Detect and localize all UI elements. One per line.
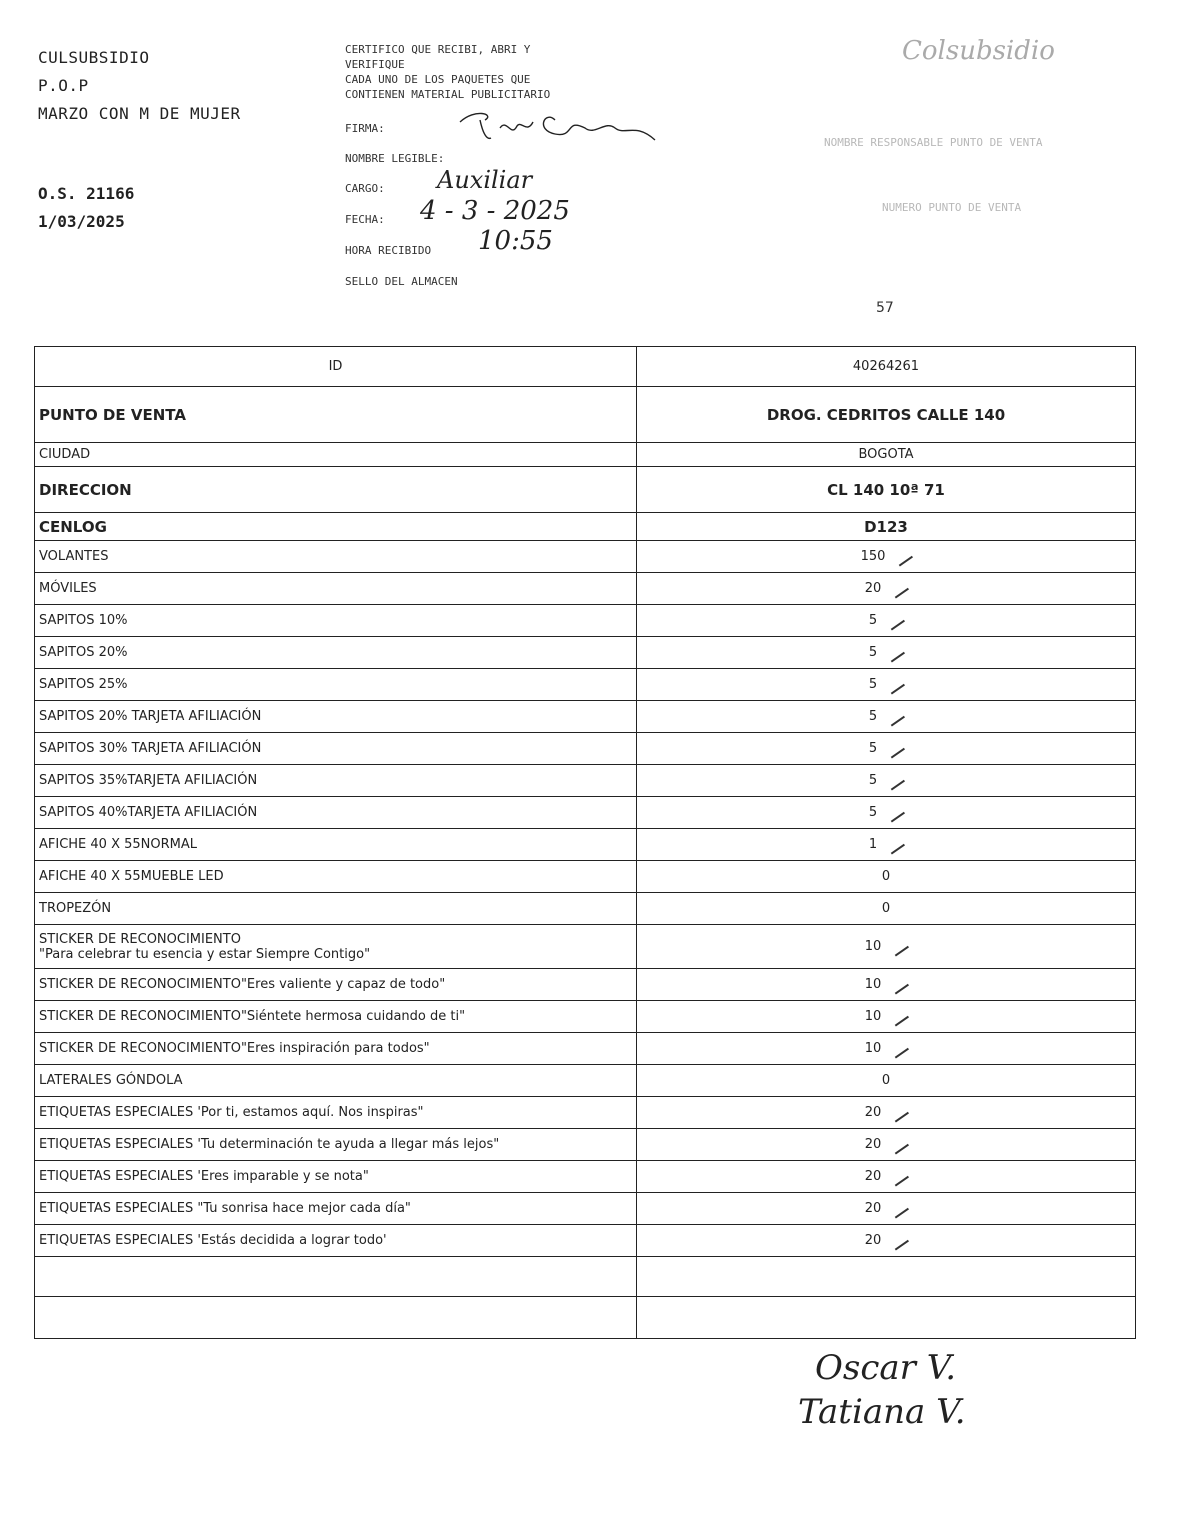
row-label-text: SAPITOS 20% TARJETA AFILIACIÓN [39, 709, 262, 724]
stamp-logo: Colsubsidio [902, 36, 1055, 66]
table-row [35, 925, 1136, 969]
empty-row [35, 1257, 1136, 1297]
checkmark-icon [889, 1199, 909, 1218]
row-label [35, 765, 637, 797]
checkmark-icon [889, 1103, 909, 1122]
row-value [637, 1097, 1136, 1129]
row-value [637, 573, 1136, 605]
cert-line: VERIFIQUE [345, 58, 405, 71]
row-value [637, 1001, 1136, 1033]
store-stamp [812, 36, 1152, 214]
checkmark-icon [889, 1135, 909, 1154]
row-value [637, 969, 1136, 1001]
table-row [35, 1225, 1136, 1257]
row-label-text: STICKER DE RECONOCIMIENTO"Eres inspiración para todos" [39, 1041, 430, 1056]
row-label [35, 1065, 637, 1097]
cert-line: CERTIFICO QUE RECIBI, ABRI Y [345, 43, 531, 56]
row-value-text: 10 [864, 939, 882, 954]
order-date: 1/03/2025 [38, 212, 125, 231]
row-value [637, 347, 1136, 387]
cert-line: CONTIENEN MATERIAL PUBLICITARIO [345, 88, 551, 101]
row-label [35, 797, 637, 829]
row-value [637, 541, 1136, 573]
signature-name-2: Tatiana V. [798, 1392, 966, 1432]
checkmark-icon [885, 835, 905, 854]
row-value [637, 733, 1136, 765]
row-label [35, 669, 637, 701]
table-row [35, 443, 1136, 467]
fecha-value: 4 - 3 - 2025 [420, 196, 570, 226]
row-value-text: 20 [864, 1201, 882, 1216]
checkmark-icon [885, 707, 905, 726]
row-label [35, 637, 637, 669]
stamp-line-2: NUMERO PUNTO DE VENTA [882, 201, 1022, 214]
row-value-text: 20 [864, 1169, 882, 1184]
row-label [35, 925, 637, 969]
order-number: O.S. 21166 [38, 184, 135, 203]
firma-label: FIRMA: [345, 122, 385, 135]
row-label [35, 829, 637, 861]
row-label-text: AFICHE 40 X 55MUEBLE LED [39, 869, 224, 884]
table-row [35, 467, 1136, 513]
checkmark-icon [885, 611, 905, 630]
row-label [35, 701, 637, 733]
row-value-text: 1 [868, 837, 878, 852]
row-value [637, 797, 1136, 829]
table-row [35, 797, 1136, 829]
row-value [637, 513, 1136, 541]
row-label [35, 1033, 637, 1065]
table-row [35, 701, 1136, 733]
row-value [637, 1065, 1136, 1097]
page-number: 57 [876, 300, 894, 316]
row-label [35, 893, 637, 925]
checkmark-icon [889, 1231, 909, 1250]
row-label-text: ETIQUETAS ESPECIALES 'Por ti, estamos aquí. Nos inspiras" [39, 1105, 424, 1120]
fecha-label: FECHA: [345, 213, 385, 226]
row-label [35, 347, 637, 387]
empty-cell [35, 1257, 637, 1297]
checkmark-icon [885, 771, 905, 790]
row-value [637, 387, 1136, 443]
row-label-text: SAPITOS 40%TARJETA AFILIACIÓN [39, 805, 258, 820]
empty-row [35, 1297, 1136, 1339]
table-row [35, 541, 1136, 573]
row-value-text: BOGOTA [858, 447, 914, 462]
row-label-text: MÓVILES [39, 581, 97, 596]
table-row [35, 605, 1136, 637]
row-value [637, 1193, 1136, 1225]
row-value [637, 701, 1136, 733]
row-value-text: 10 [864, 977, 882, 992]
checkmark-icon [889, 937, 909, 956]
stamp-line-1: NOMBRE RESPONSABLE PUNTO DE VENTA [824, 136, 1043, 149]
row-value-text: 0 [881, 901, 891, 916]
table-row [35, 969, 1136, 1001]
table-row [35, 1033, 1136, 1065]
row-label-text: VOLANTES [39, 549, 109, 564]
signature-name-1: Oscar V. [815, 1348, 957, 1388]
row-label [35, 513, 637, 541]
cargo-label: CARGO: [345, 182, 385, 195]
row-label [35, 443, 637, 467]
company-name: CULSUBSIDIO [38, 48, 150, 67]
row-label-text: DIRECCION [39, 480, 132, 499]
checkmark-icon [885, 675, 905, 694]
checkmark-icon [893, 547, 913, 566]
materials-table [34, 346, 1136, 1339]
checkmark-icon [885, 803, 905, 822]
row-label [35, 1161, 637, 1193]
row-value-text: 5 [868, 805, 878, 820]
row-value-text: 5 [868, 741, 878, 756]
row-label [35, 1129, 637, 1161]
row-value [637, 925, 1136, 969]
certification-text [345, 42, 605, 102]
row-label [35, 467, 637, 513]
row-label-text: LATERALES GÓNDOLA [39, 1073, 183, 1088]
row-label-text: TROPEZÓN [39, 901, 112, 916]
row-value-text: D123 [864, 517, 908, 536]
table-row [35, 893, 1136, 925]
row-label [35, 969, 637, 1001]
row-value-text: 5 [868, 773, 878, 788]
campaign-name: MARZO CON M DE MUJER [38, 104, 241, 123]
row-value [637, 637, 1136, 669]
row-label [35, 1193, 637, 1225]
checkmark-icon [889, 1039, 909, 1058]
row-label-text: STICKER DE RECONOCIMIENTO"Eres valiente y capaz de todo" [39, 977, 446, 992]
table-row [35, 1001, 1136, 1033]
row-label-text-2: "Para celebrar tu esencia y estar Siempre Contigo" [39, 946, 371, 962]
row-label [35, 861, 637, 893]
row-label-text: AFICHE 40 X 55NORMAL [39, 837, 197, 852]
row-value [637, 605, 1136, 637]
row-label [35, 1097, 637, 1129]
row-label [35, 733, 637, 765]
table-row [35, 861, 1136, 893]
row-value [637, 467, 1136, 513]
row-value-text: 5 [868, 677, 878, 692]
row-label-text: CENLOG [39, 517, 107, 536]
row-value-text: 20 [864, 581, 882, 596]
header-left [38, 44, 241, 128]
row-label-text: ID [328, 359, 343, 374]
row-value-text: 20 [864, 1137, 882, 1152]
row-value-text: 0 [881, 869, 891, 884]
checkmark-icon [889, 975, 909, 994]
row-value [637, 669, 1136, 701]
row-label-text: PUNTO DE VENTA [39, 405, 186, 424]
row-label-text: STICKER DE RECONOCIMIENTO"Siéntete hermosa cuidando de ti" [39, 1009, 466, 1024]
row-value-text: 5 [868, 613, 878, 628]
row-value-text: 10 [864, 1041, 882, 1056]
table-row [35, 1065, 1136, 1097]
row-label [35, 387, 637, 443]
order-info [38, 180, 134, 236]
row-label-text: SAPITOS 20% [39, 645, 128, 660]
table-row [35, 1129, 1136, 1161]
row-value [637, 1225, 1136, 1257]
table-row [35, 669, 1136, 701]
row-label-text: SAPITOS 30% TARJETA AFILIACIÓN [39, 741, 262, 756]
table-row [35, 1193, 1136, 1225]
table-row [35, 387, 1136, 443]
row-label-text: SAPITOS 35%TARJETA AFILIACIÓN [39, 773, 258, 788]
table-row [35, 733, 1136, 765]
checkmark-icon [885, 643, 905, 662]
row-label [35, 1001, 637, 1033]
row-value [637, 765, 1136, 797]
row-value [637, 1033, 1136, 1065]
pop-label: P.O.P [38, 76, 89, 95]
row-value-text: 0 [881, 1073, 891, 1088]
empty-cell [35, 1297, 637, 1339]
row-value-text: 10 [864, 1009, 882, 1024]
table-row [35, 1161, 1136, 1193]
row-label-text: ETIQUETAS ESPECIALES 'Tu determinación te ayuda a llegar más lejos" [39, 1137, 500, 1152]
row-label-text: CIUDAD [39, 447, 91, 462]
row-label-text: ETIQUETAS ESPECIALES 'Estás decidida a lograr todo' [39, 1233, 387, 1248]
row-label-text: STICKER DE RECONOCIMIENTO [39, 931, 241, 947]
row-label-text: SAPITOS 25% [39, 677, 128, 692]
nombre-label: NOMBRE LEGIBLE: [345, 152, 445, 165]
row-value-text: 5 [868, 645, 878, 660]
row-value [637, 861, 1136, 893]
hora-label: HORA RECIBIDO [345, 244, 432, 257]
row-label [35, 541, 637, 573]
checkmark-icon [889, 1167, 909, 1186]
table-row [35, 637, 1136, 669]
row-value [637, 829, 1136, 861]
row-value-text: 5 [868, 709, 878, 724]
row-label [35, 1225, 637, 1257]
firma-signature [455, 100, 665, 150]
table-row [35, 347, 1136, 387]
checkmark-icon [889, 579, 909, 598]
row-value-text: 40264261 [852, 359, 920, 374]
empty-cell [637, 1297, 1136, 1339]
row-value-text: 150 [860, 549, 886, 564]
table-row [35, 1097, 1136, 1129]
table-row [35, 513, 1136, 541]
row-label-text: ETIQUETAS ESPECIALES 'Eres imparable y se nota" [39, 1169, 369, 1184]
hora-value: 10:55 [478, 226, 553, 256]
row-label-text: SAPITOS 10% [39, 613, 128, 628]
row-value-text: CL 140 10ª 71 [827, 480, 945, 499]
row-label [35, 573, 637, 605]
row-value-text: 20 [864, 1105, 882, 1120]
checkmark-icon [885, 739, 905, 758]
checkmark-icon [889, 1007, 909, 1026]
empty-cell [637, 1257, 1136, 1297]
table-row [35, 573, 1136, 605]
cargo-value: Auxiliar [437, 166, 533, 194]
row-value [637, 893, 1136, 925]
row-value [637, 1129, 1136, 1161]
row-value-text: 20 [864, 1233, 882, 1248]
sello-label: SELLO DEL ALMACEN [345, 275, 458, 288]
table-row [35, 829, 1136, 861]
cert-line: CADA UNO DE LOS PAQUETES QUE [345, 73, 531, 86]
row-label [35, 605, 637, 637]
row-value [637, 443, 1136, 467]
row-value-text: DROG. CEDRITOS CALLE 140 [766, 405, 1006, 424]
row-value [637, 1161, 1136, 1193]
row-label-text: ETIQUETAS ESPECIALES "Tu sonrisa hace mejor cada día" [39, 1201, 411, 1216]
table-row [35, 765, 1136, 797]
